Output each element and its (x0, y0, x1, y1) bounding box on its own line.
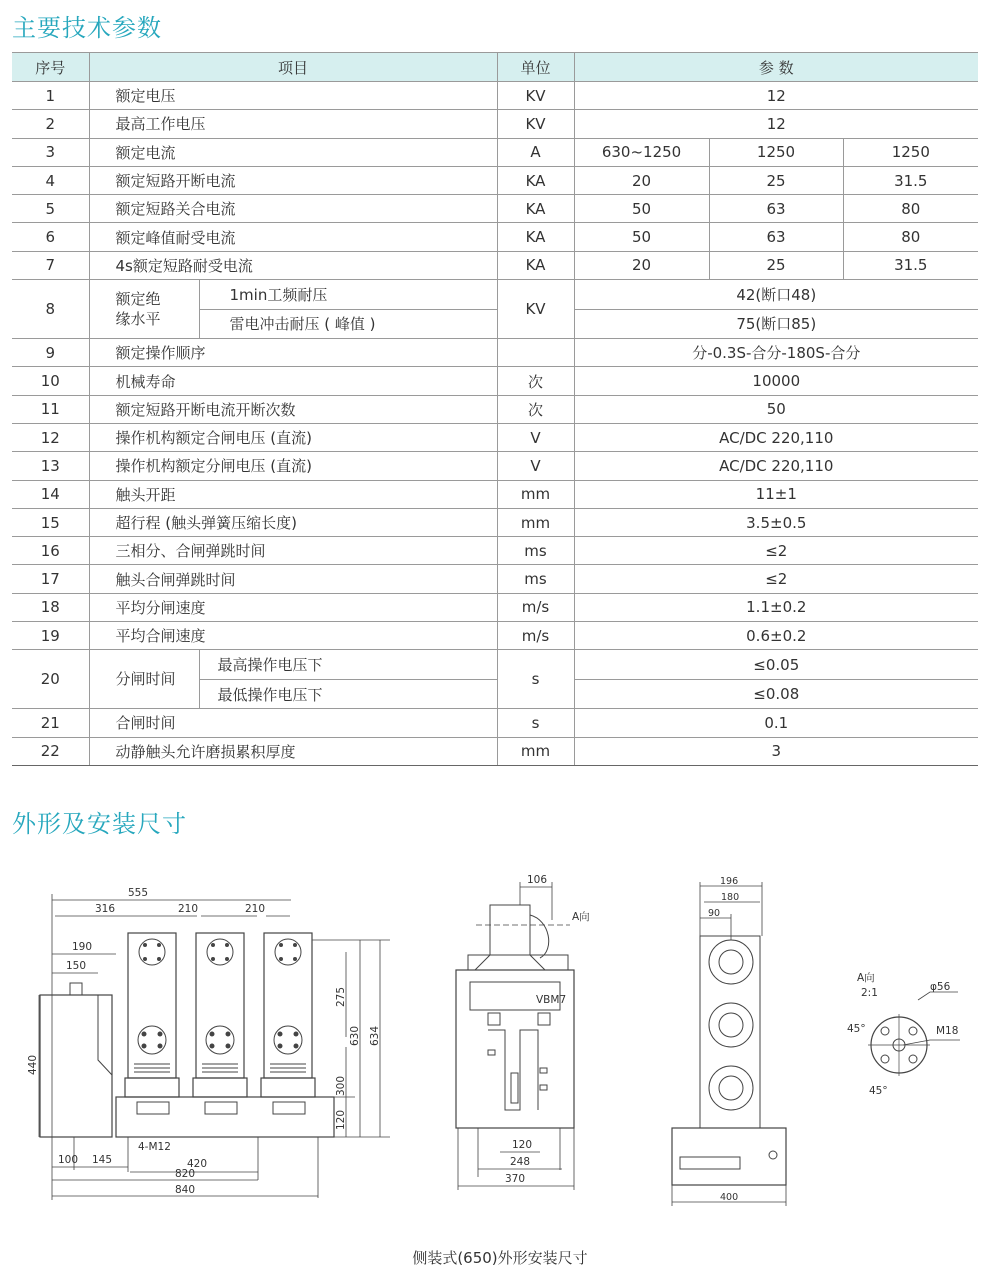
table-row (12, 339, 978, 367)
dim-side-120: 120 (512, 1139, 533, 1151)
row-value: 0.1 (574, 709, 978, 737)
table-row (12, 593, 978, 621)
row-item: 平均合闸速度 (89, 622, 497, 650)
dim-120: 120 (335, 1109, 347, 1130)
row-unit: 次 (497, 367, 574, 395)
row-no: 21 (12, 709, 89, 737)
dim-400: 400 (720, 1192, 739, 1203)
dim-145: 145 (92, 1154, 113, 1166)
table-row (12, 423, 978, 451)
row-unit: mm (497, 480, 574, 508)
dim-420: 420 (187, 1158, 208, 1170)
row-value: 63 (709, 195, 843, 223)
row-unit: s (497, 650, 574, 709)
row-value: 31.5 (843, 166, 978, 194)
row-value: 3.5±0.5 (574, 508, 978, 536)
section-title-params: 主要技术参数 (12, 14, 162, 42)
phi56-label: φ56 (930, 981, 951, 993)
dim-555: 555 (128, 887, 149, 899)
table-row (12, 709, 978, 737)
row-item: 4s额定短路耐受电流 (89, 251, 497, 279)
row-no: 8 (12, 280, 89, 339)
row-unit: s (497, 709, 574, 737)
row-value: ≤0.08 (574, 679, 978, 709)
row-value: 12 (574, 110, 978, 138)
row-unit: V (497, 423, 574, 451)
dim-275: 275 (335, 986, 347, 1007)
row-unit: KV (497, 82, 574, 110)
row-unit: KV (497, 110, 574, 138)
row-sub-label: 最高操作电压下 (199, 650, 497, 680)
row-item: 合闸时间 (89, 709, 497, 737)
row-item: 操作机构额定合闸电压 (直流) (89, 423, 497, 451)
dim-248: 248 (510, 1156, 531, 1168)
row-value: 25 (709, 251, 843, 279)
row-value: 20 (574, 251, 709, 279)
table-row (12, 251, 978, 279)
row-value: 50 (574, 395, 978, 423)
row-item: 额定短路关合电流 (89, 195, 497, 223)
row-item: 额定电压 (89, 82, 497, 110)
dim-100: 100 (58, 1154, 79, 1166)
row-item: 分闸时间 (89, 650, 199, 709)
table-row (12, 452, 978, 480)
row-item: 额定短路开断电流 (89, 166, 497, 194)
dim-106: 106 (527, 874, 548, 886)
row-unit: V (497, 452, 574, 480)
table-row (12, 367, 978, 395)
section-title-dimensions: 外形及安装尺寸 (12, 810, 187, 838)
row-no: 14 (12, 480, 89, 508)
model-label: VBM7 (536, 994, 567, 1006)
row-value: AC/DC 220,110 (574, 452, 978, 480)
row-value: 80 (843, 223, 978, 251)
row-no: 11 (12, 395, 89, 423)
table-row (12, 537, 978, 565)
table-row (12, 223, 978, 251)
row-value: 1.1±0.2 (574, 593, 978, 621)
row-value: 10000 (574, 367, 978, 395)
row-no: 2 (12, 110, 89, 138)
row-value: 12 (574, 82, 978, 110)
table-row (12, 138, 978, 166)
row-value: 31.5 (843, 251, 978, 279)
row-item: 额定绝 缘水平 (89, 280, 199, 339)
detail-title: A向 (857, 972, 875, 984)
row-value: ≤0.05 (574, 650, 978, 680)
row-no: 1 (12, 82, 89, 110)
dim-634: 634 (369, 1025, 381, 1046)
row-value: ≤2 (574, 565, 978, 593)
row-sub-label: 最低操作电压下 (199, 679, 497, 709)
dim-820: 820 (175, 1168, 196, 1180)
row-unit: ms (497, 537, 574, 565)
row-unit: A (497, 138, 574, 166)
table-row (12, 166, 978, 194)
dim-630: 630 (349, 1025, 361, 1046)
row-no: 6 (12, 223, 89, 251)
table-header-row (12, 53, 978, 82)
table-row (12, 480, 978, 508)
row-unit: m/s (497, 622, 574, 650)
row-item: 触头开距 (89, 480, 497, 508)
dim-300: 300 (335, 1075, 347, 1096)
dim-440: 440 (27, 1054, 39, 1075)
params-table (12, 52, 978, 766)
dim-m12: 4-M12 (138, 1141, 171, 1153)
row-value: 3 (574, 737, 978, 765)
row-item: 额定电流 (89, 138, 497, 166)
dim-316: 316 (95, 903, 116, 915)
dim-150: 150 (66, 960, 87, 972)
row-value: 11±1 (574, 480, 978, 508)
row-value: 20 (574, 166, 709, 194)
row-no: 15 (12, 508, 89, 536)
dim-840: 840 (175, 1184, 196, 1196)
row-value: 0.6±0.2 (574, 622, 978, 650)
table-row (12, 195, 978, 223)
row-no: 4 (12, 166, 89, 194)
row-unit (497, 339, 574, 367)
table-row (12, 110, 978, 138)
row-no: 12 (12, 423, 89, 451)
dim-210a: 210 (178, 903, 199, 915)
front-view (27, 887, 390, 1200)
row-value: 1250 (709, 138, 843, 166)
header-unit: 单位 (497, 53, 574, 82)
detail-scale: 2:1 (861, 987, 878, 999)
row-value: 80 (843, 195, 978, 223)
detail-view (847, 971, 960, 1097)
row-item: 平均分闸速度 (89, 593, 497, 621)
row-item: 额定短路开断电流开断次数 (89, 395, 497, 423)
row-no: 5 (12, 195, 89, 223)
row-no: 3 (12, 138, 89, 166)
row-item: 额定操作顺序 (89, 339, 497, 367)
row-no: 16 (12, 537, 89, 565)
header-param: 参 数 (574, 53, 978, 82)
row-no: 10 (12, 367, 89, 395)
row-value: 分-0.3S-合分-180S-合分 (574, 339, 978, 367)
dim-210b: 210 (245, 903, 266, 915)
dim-370: 370 (505, 1173, 526, 1185)
row-sub-label: 1min工频耐压 (199, 280, 497, 310)
row-unit: 次 (497, 395, 574, 423)
row-no: 20 (12, 650, 89, 709)
row-item: 触头合闸弹跳时间 (89, 565, 497, 593)
row-unit: KA (497, 166, 574, 194)
row-no: 17 (12, 565, 89, 593)
row-unit: KA (497, 223, 574, 251)
row-unit: m/s (497, 593, 574, 621)
dim-180: 180 (721, 892, 740, 903)
row-unit: mm (497, 737, 574, 765)
row-item: 额定峰值耐受电流 (89, 223, 497, 251)
row-no: 18 (12, 593, 89, 621)
dimension-drawing (0, 850, 1000, 1250)
row-item: 超行程 (触头弹簧压缩长度) (89, 508, 497, 536)
row-value: 25 (709, 166, 843, 194)
angle-45-b: 45° (869, 1085, 888, 1097)
row-item: 操作机构额定分闸电压 (直流) (89, 452, 497, 480)
row-unit: ms (497, 565, 574, 593)
row-value: 1250 (843, 138, 978, 166)
row-item: 动静触头允许磨损累积厚度 (89, 737, 497, 765)
row-value: 50 (574, 223, 709, 251)
row-no: 22 (12, 737, 89, 765)
dim-190: 190 (72, 941, 93, 953)
table-row (12, 622, 978, 650)
row-value: AC/DC 220,110 (574, 423, 978, 451)
row-value: ≤2 (574, 537, 978, 565)
row-unit: mm (497, 508, 574, 536)
row-item: 机械寿命 (89, 367, 497, 395)
row-value: 630~1250 (574, 138, 709, 166)
a-direction-label: A向 (572, 911, 590, 923)
table-row (12, 650, 978, 680)
header-no: 序号 (12, 53, 89, 82)
row-unit: KA (497, 251, 574, 279)
table-row (12, 508, 978, 536)
table-row (12, 565, 978, 593)
row-unit: KV (497, 280, 574, 339)
row-sub-label: 雷电冲击耐压 ( 峰值 ) (199, 309, 497, 339)
row-value: 75(断口85) (574, 309, 978, 339)
dim-196: 196 (720, 876, 739, 887)
row-value: 50 (574, 195, 709, 223)
row-no: 19 (12, 622, 89, 650)
drawing-caption: 侧装式(650)外形安装尺寸 (412, 1249, 588, 1267)
table-row (12, 395, 978, 423)
row-no: 9 (12, 339, 89, 367)
table-row (12, 82, 978, 110)
top-view (672, 876, 786, 1206)
dim-90: 90 (708, 908, 721, 919)
header-item: 项目 (89, 53, 497, 82)
row-no: 7 (12, 251, 89, 279)
row-value: 63 (709, 223, 843, 251)
row-item: 三相分、合闸弹跳时间 (89, 537, 497, 565)
table-row (12, 280, 978, 310)
row-value: 42(断口48) (574, 280, 978, 310)
side-view (456, 874, 590, 1190)
angle-45-a: 45° (847, 1023, 866, 1035)
row-item: 最高工作电压 (89, 110, 497, 138)
m18-label: M18 (936, 1025, 959, 1037)
table-row (12, 737, 978, 765)
row-unit: KA (497, 195, 574, 223)
row-no: 13 (12, 452, 89, 480)
